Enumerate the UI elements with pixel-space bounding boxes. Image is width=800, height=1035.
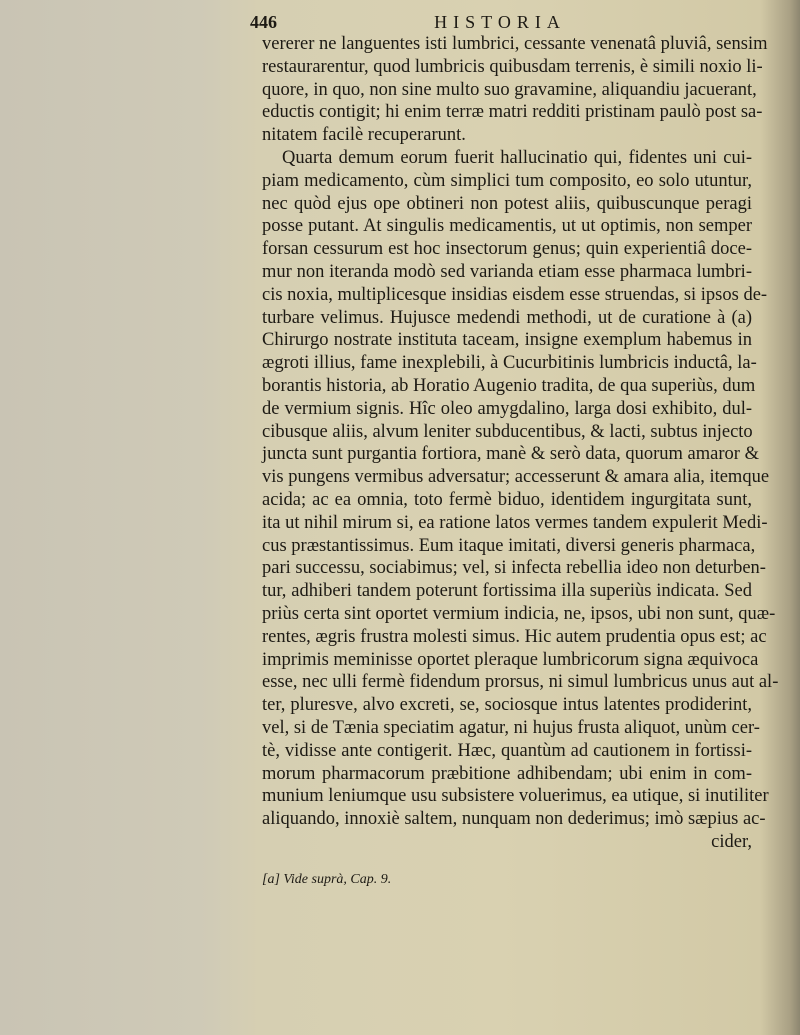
text-line: ita ut nihil mirum si, ea ratione latos vermes tandem expulerit Medi- <box>262 512 768 533</box>
text-line: esse, nec ulli fermè fidendum prorsus, ni simul lumbricus unus aut al- <box>262 672 779 693</box>
text-line: rentes, ægris frustra molesti simus. Hic autem prudentia opus est; ac <box>262 626 767 647</box>
text-line: cus præstantissimus. Eum itaque imitati, diversi generis pharmaca, <box>262 535 756 556</box>
text-line: ter, pluresve, alvo excreti, se, sociosque intus latentes prodiderint, <box>262 695 752 716</box>
text-line: aliquando, innoxiè saltem, nunquam non dederimus; imò sæpius ac- <box>262 809 766 830</box>
text-line: Quarta demum eorum fuerit hallucinatio qui, fidentes uni cui- <box>282 147 752 168</box>
text-line: cis noxia, multiplicesque insidias eisdem esse struendas, si ipsos de- <box>262 284 768 305</box>
text-line: forsan cessurum est hoc insectorum genus; quin experientiâ doce- <box>262 239 752 260</box>
text-line: pari successu, sociabimus; vel, si infecta rebellia ideo non deturben- <box>262 558 766 579</box>
page-number: 446 <box>250 12 277 32</box>
text-line: priùs certa sint oportet vermium indicia, ne, ipsos, ubi non sunt, quæ- <box>262 603 776 624</box>
text-line: piam medicamento, cùm simplici tum composito, eo solo utuntur, <box>262 170 752 191</box>
text-line: munium leniumque usu subsistere voluerimus, ea utique, si inutiliter <box>262 786 769 807</box>
text-line: restaurarentur, quod lumbricis quibusdam terrenis, è simili noxio li- <box>262 56 763 77</box>
text-line: borantis historia, ab Horatio Augenio tradita, de qua superiùs, dum <box>262 375 756 396</box>
text-line: tè, vidisse ante contigerit. Hæc, quantùm ad cautionem in fortissi- <box>262 740 752 761</box>
catchword: cider, <box>711 831 752 852</box>
running-title: HISTORIA <box>434 12 566 32</box>
text-line: de vermium signis. Hîc oleo amygdalino, larga dosi exhibito, dul- <box>262 398 752 419</box>
text-line: turbare velimus. Hujusce medendi methodi, ut de curatione à (a) <box>262 307 752 328</box>
page-body-text <box>262 33 779 854</box>
text-line: cibusque aliis, alvum leniter subducentibus, & lacti, subtus injecto <box>262 421 753 442</box>
footnote: [a] Vide suprà, Cap. 9. <box>262 872 392 887</box>
text-line: Chirurgo nostrate instituta taceam, insigne exemplum habemus in <box>262 330 752 351</box>
text-line: vis pungens vermibus adversatur; accesserunt & amara alia, itemque <box>262 467 770 488</box>
text-line: quore, in quo, non sine multo suo gravamine, aliquandiu jacuerant, <box>262 79 757 100</box>
text-line: acida; ac ea omnia, toto fermè biduo, identidem ingurgitata sunt, <box>262 489 752 510</box>
text-line: vererer ne languentes isti lumbrici, cessante venenatâ pluviâ, sensim <box>262 34 768 54</box>
text-line: posse putant. At singulis medicamentis, ut ut optimis, non semper <box>262 216 752 237</box>
text-line: nec quòd ejus ope obtineri non potest aliis, quibuscunque peragi <box>262 193 752 214</box>
text-line: vel, si de Tænia speciatim agatur, ni hujus frusta aliquot, unùm cer- <box>262 717 760 738</box>
text-line: juncta sunt purgantia fortiora, manè & serò data, quorum amaror & <box>262 444 759 465</box>
text-line: nitatem facilè recuperarunt. <box>262 125 466 146</box>
text-line: eductis contigit; hi enim terræ matri redditi pristinam paulò post sa- <box>262 102 763 123</box>
text-line: imprimis meminisse oportet pleraque lumbricorum signa æquivoca <box>262 649 759 670</box>
text-line: tur, adhiberi tandem poterunt fortissima illa superiùs indicata. Sed <box>262 581 752 602</box>
text-line: morum pharmacorum præbitione adhibendam; ubi enim in com- <box>262 763 752 784</box>
text-line: mur non iteranda modò sed varianda etiam esse pharmaca lumbri- <box>262 261 752 282</box>
text-line: ægroti illius, fame inexplebili, à Cucurbitinis lumbricis inductâ, la- <box>262 353 757 374</box>
